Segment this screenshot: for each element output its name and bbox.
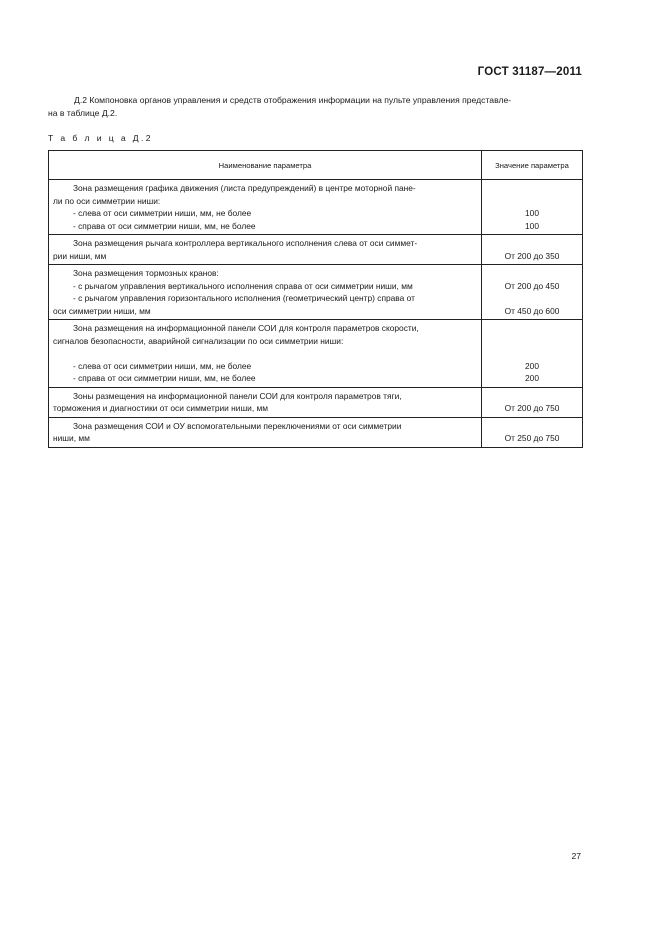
param-line: сигналов безопасности, аварийной сигнализации по оси симметрии ниши: [53,335,344,346]
param-line: Зона размещения тормозных кранов: [73,268,219,278]
value-cell [482,180,583,235]
table-row [49,417,583,447]
value-line: 200 [525,360,539,371]
value-cell [482,265,583,320]
value-line: 200 [525,373,539,383]
value-line: От 200 до 750 [504,403,560,413]
table-row [49,265,583,320]
param-line: торможения и диагностики от оси симметрии ниши, мм [53,403,269,413]
value-line: От 250 до 750 [504,433,560,443]
intro-paragraph [48,94,582,120]
param-line: - слева от оси симметрии ниши, мм, не более [73,360,252,371]
param-cell [49,387,482,417]
intro-line-2: на в таблице Д.2. [48,108,118,118]
table-caption: Т а б л и ц а Д.2 [48,133,153,143]
param-line: - справа от оси симметрии ниши, мм, не более [73,373,256,383]
param-cell [49,265,482,320]
value-line: От 200 до 350 [504,250,560,261]
param-line: оси симметрии ниши, мм [53,305,151,316]
param-line: рии ниши, мм [53,250,107,261]
table-row [49,320,583,388]
param-cell [49,320,482,388]
param-line: - с рычагом управления вертикального исполнения справа от оси симметрии ниши, мм [73,280,413,291]
value-cell [482,417,583,447]
value-line: 100 [525,220,539,231]
intro-line-1: Д.2 Компоновка органов управления и средств отображения информации на пульте управления представле- [74,95,512,105]
param-line: Зона размещения рычага контроллера вертикального исполнения слева от оси симмет- [73,238,418,248]
value-line: От 450 до 600 [504,305,560,316]
value-cell [482,235,583,265]
value-line: 100 [525,208,539,218]
header-value: Значение параметра [482,151,583,180]
table-row [49,180,583,235]
param-line: Зона размещения графика движения (листа предупреждений) в центре моторной пане- [73,183,416,193]
param-line: - справа от оси симметрии ниши, мм, не более [73,220,256,231]
document-number: ГОСТ 31187—2011 [477,66,582,78]
value-cell [482,387,583,417]
param-line: Зона размещения на информационной панели СОИ для контроля параметров скорости, [73,323,419,333]
param-line: - слева от оси симметрии ниши, мм, не более [73,208,252,218]
table-row [49,235,583,265]
param-cell [49,417,482,447]
param-line: ли по оси симметрии ниши: [53,195,161,206]
param-line: Зона размещения СОИ и ОУ вспомогательными переключениями от оси симметрии [73,420,402,431]
value-line: От 200 до 450 [504,280,560,291]
param-line: Зоны размещения на информационной панели СОИ для контроля параметров тяги, [73,390,402,401]
page-number: 27 [571,851,581,861]
param-cell [49,180,482,235]
table-row [49,387,583,417]
param-cell [49,235,482,265]
param-line: - с рычагом управления горизонтального исполнения (геометрический центр) справа от [73,293,415,303]
value-cell [482,320,583,388]
parameters-table [48,150,583,448]
header-param: Наименование параметра [49,151,482,180]
table-header-row [49,151,583,180]
param-line: ниши, мм [53,433,90,443]
